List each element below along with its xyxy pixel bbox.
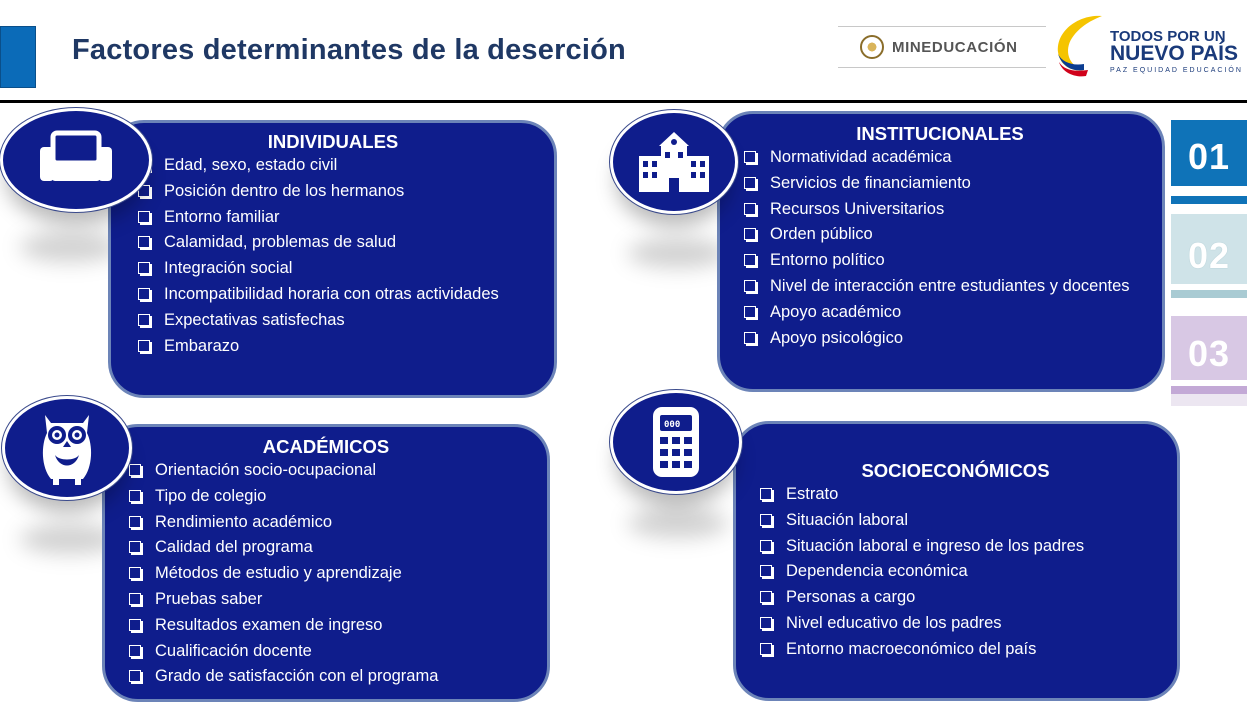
page-title: Factores determinantes de la deserción [72, 34, 626, 66]
list-item: Normatividad académica [742, 145, 1138, 171]
mineducacion-logo [838, 26, 1046, 68]
mineducacion-logo-text: MINEDUCACIÓN [892, 38, 1018, 56]
tab-01-underline [1171, 196, 1247, 204]
icon-shadow [628, 238, 728, 268]
list-item: Personas a cargo [758, 585, 1153, 611]
tab-03-underline [1171, 386, 1247, 394]
card-list [742, 145, 1138, 351]
card-institucionales [717, 111, 1165, 392]
list-item: Embarazo [136, 334, 530, 360]
list-item: Calidad del programa [127, 535, 525, 561]
list-item: Grado de satisfacción con el programa [127, 664, 525, 690]
tab-02-underline [1171, 290, 1247, 298]
list-item: Apoyo académico [742, 300, 1138, 326]
icon-shadow [20, 232, 120, 262]
list-item: Edad, sexo, estado civil [136, 153, 530, 179]
list-item: Tipo de colegio [127, 484, 525, 510]
list-item: Nivel de interacción entre estudiantes y docentes [742, 274, 1138, 300]
list-item: Expectativas satisfechas [136, 308, 530, 334]
title-divider [0, 100, 1247, 103]
list-item: Recursos Universitarios [742, 197, 1138, 223]
list-item: Entorno político [742, 248, 1138, 274]
list-item: Pruebas saber [127, 587, 525, 613]
logo-line-3: PAZ EQUIDAD EDUCACIÓN [1110, 67, 1243, 74]
tab-02[interactable] [1171, 214, 1247, 284]
calculator-icon-badge [610, 390, 742, 494]
svg-text:000: 000 [664, 420, 681, 430]
list-item: Entorno familiar [136, 205, 530, 231]
tab-02-label: 02 [1187, 235, 1231, 276]
owl-icon-badge [2, 396, 132, 500]
tab-01[interactable] [1171, 120, 1247, 186]
card-title: ACADÉMICOS [262, 436, 390, 457]
swoosh-logo-icon [1050, 10, 1110, 82]
list-item: Orientación socio-ocupacional [127, 458, 525, 484]
card-title: SOCIOECONÓMICOS [861, 460, 1050, 481]
card-title: INDIVIDUALES [267, 131, 399, 152]
list-item: Orden público [742, 222, 1138, 248]
tab-01-label: 01 [1187, 136, 1231, 177]
list-item: Entorno macroeconómico del país [758, 637, 1153, 663]
todos-por-un-nuevo-pais-logo [1050, 10, 1243, 82]
list-item: Posición dentro de los hermanos [136, 179, 530, 205]
list-item: Nivel educativo de los padres [758, 611, 1153, 637]
calculator-icon [649, 405, 703, 479]
list-item: Resultados examen de ingreso [127, 613, 525, 639]
list-item: Dependencia económica [758, 559, 1153, 585]
school-icon-badge [610, 110, 738, 214]
coat-of-arms-icon [860, 35, 884, 59]
tab-03-label: 03 [1187, 333, 1231, 374]
list-item: Situación laboral [758, 508, 1153, 534]
armchair-icon-badge [0, 108, 152, 212]
card-socioeconomicos [733, 421, 1180, 701]
list-item: Métodos de estudio y aprendizaje [127, 561, 525, 587]
list-item: Apoyo psicológico [742, 326, 1138, 352]
logo-line-1: TODOS POR UN [1110, 28, 1226, 45]
list-item: Cualificación docente [127, 639, 525, 665]
list-item: Situación laboral e ingreso de los padres [758, 534, 1153, 560]
list-item: Estrato [758, 482, 1153, 508]
logo-line-2: NUEVO PAÍS [1110, 42, 1238, 65]
accent-bar [0, 26, 36, 88]
tab-03[interactable] [1171, 316, 1247, 380]
list-item: Servicios de financiamiento [742, 171, 1138, 197]
card-list [758, 482, 1153, 663]
icon-shadow [628, 508, 728, 538]
list-item: Incompatibilidad horaria con otras actividades [136, 282, 530, 308]
tab-03-base [1171, 394, 1247, 406]
list-item: Integración social [136, 256, 530, 282]
card-academicos [102, 424, 550, 702]
owl-icon [37, 409, 97, 487]
card-list [136, 153, 530, 359]
armchair-icon [37, 129, 115, 191]
card-individuales [108, 120, 557, 398]
school-building-icon [637, 130, 711, 194]
card-list [127, 458, 525, 690]
card-title: INSTITUCIONALES [856, 123, 1024, 144]
list-item: Rendimiento académico [127, 510, 525, 536]
list-item: Calamidad, problemas de salud [136, 230, 530, 256]
